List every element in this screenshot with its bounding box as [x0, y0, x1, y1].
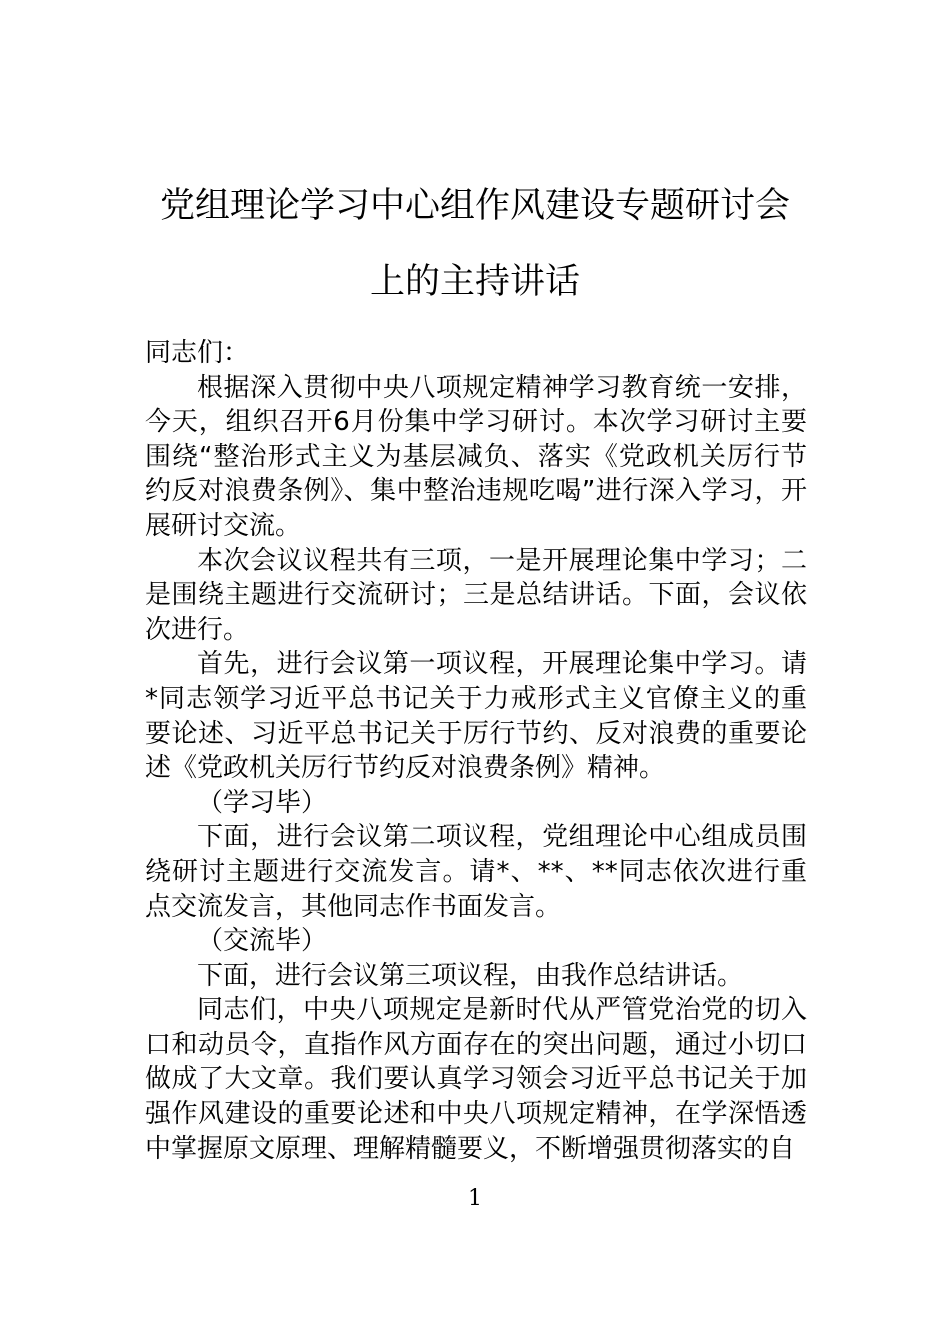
title-line-2: 上的主持讲话 [369, 262, 580, 302]
note-exchange-done: （交流毕） [197, 926, 328, 957]
document-body [145, 336, 807, 1166]
paragraph-item-two: 下面，进行会议第二项议程，党组理论中心组成员围绕研讨主题进行交流发言。请*、**、**同志依次进行重点交流发言，其他同志作书面发言。 [145, 822, 807, 922]
page-number: 1 [468, 1186, 482, 1211]
paragraph-intro: 根据深入贯彻中央八项规定精神学习教育统一安排，今天，组织召开6月份集中学习研讨。本次学习研讨主要围绕“整治形式主义为基层减负、落实《党政机关厉行节约反对浪费条例》、集中整治违规吃喝”进行深入学习，开展研讨交流。 [145, 372, 807, 541]
paragraph-item-three: 下面，进行会议第三项议程，由我作总结讲话。 [197, 960, 744, 991]
title-line-1: 党组理论学习中心组作风建设专题研讨会 [159, 186, 790, 226]
paragraph-item-one: 首先，进行会议第一项议程，开展理论集中学习。请*同志领学习近平总书记关于力戒形式主义官僚主义的重要论述、习近平总书记关于厉行节约、反对浪费的重要论述《党政机关厉行节约反对浪费条例》精神。 [145, 649, 807, 784]
note-study-done: （学习毕） [197, 787, 328, 818]
document-title [120, 168, 830, 320]
paragraph-summary: 同志们，中央八项规定是新时代从严管党治党的切入口和动员令，直指作风方面存在的突出问题，通过小切口做成了大文章。我们要认真学习领会习近平总书记关于加强作风建设的重要论述和中央八项规定精神，在学深悟透中掌握原文原理、理解精髓要义，不断增强贯彻落实的自 [145, 995, 807, 1164]
paragraph-agenda: 本次会议议程共有三项，一是开展理论集中学习；二是围绕主题进行交流研讨；三是总结讲话。下面，会议依次进行。 [145, 545, 807, 645]
greeting: 同志们： [145, 338, 250, 368]
